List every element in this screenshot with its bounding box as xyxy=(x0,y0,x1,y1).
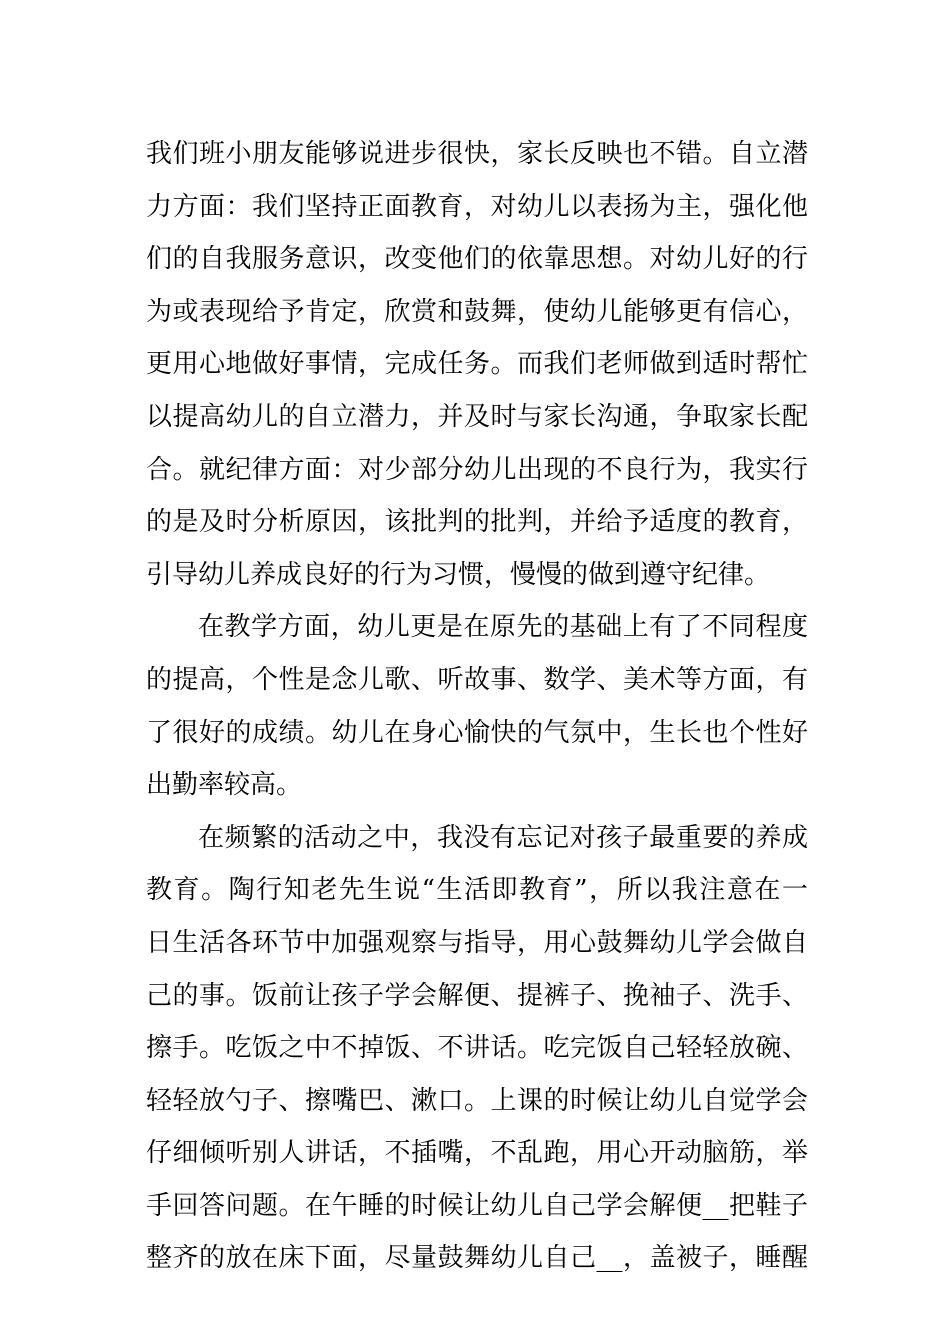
text-line: 整齐的放在床下面，尽量鼓舞幼儿自己__，盖被子，睡醒 xyxy=(146,1243,808,1274)
text-line: 己的事。饭前让孩子学会解便、提裤子、挽袖子、洗手、 xyxy=(146,980,808,1011)
text-line: 手回答问题。在午睡的时候让幼儿自己学会解便__把鞋子 xyxy=(146,1190,808,1221)
text-line: 的是及时分析原因，该批判的批判，并给予适度的教育， xyxy=(146,507,808,538)
text-line: 教育。陶行知老先生说“生活即教育”，所以我注意在一 xyxy=(146,875,808,906)
text-line: 我们班小朋友能够说进步很快，家长反映也不错。自立潜 xyxy=(146,139,808,169)
text-line: 以提高幼儿的自立潜力，并及时与家长沟通，争取家长配 xyxy=(146,401,808,432)
text-line: 合。就纪律方面：对少部分幼儿出现的不良行为，我实行 xyxy=(146,454,808,485)
paragraph-first-line: 在频繁的活动之中，我没有忘记对孩子最重要的养成 xyxy=(198,822,808,853)
text-line: 出勤率较高。 xyxy=(146,770,303,801)
text-line: 擦手。吃饭之中不掉饭、不讲话。吃完饭自己轻轻放碗、 xyxy=(146,1033,808,1064)
text-line: 引导幼儿养成良好的行为习惯，慢慢的做到遵守纪律。 xyxy=(146,559,771,590)
text-line: 们的自我服务意识，改变他们的依靠思想。对幼儿好的行 xyxy=(146,244,808,275)
paragraph-first-line: 在教学方面，幼儿更是在原先的基础上有了不同程度 xyxy=(198,612,808,643)
text-line: 更用心地做好事情，完成任务。而我们老师做到适时帮忙 xyxy=(146,349,808,380)
text-line: 仔细倾听别人讲话，不插嘴，不乱跑，用心开动脑筋，举 xyxy=(146,1138,808,1169)
text-line: 了很好的成绩。幼儿在身心愉快的气氛中，生长也个性好 xyxy=(146,717,808,748)
text-line: 的提高，个性是念儿歌、听故事、数学、美术等方面，有 xyxy=(146,664,808,695)
text-line: 日生活各环节中加强观察与指导，用心鼓舞幼儿学会做自 xyxy=(146,927,808,958)
text-line: 为或表现给予肯定，欣赏和鼓舞，使幼儿能够更有信心， xyxy=(146,296,808,327)
text-line: 力方面：我们坚持正面教育，对幼儿以表扬为主，强化他 xyxy=(146,191,808,222)
text-line: 轻轻放勺子、擦嘴巴、漱口。上课的时候让幼儿自觉学会 xyxy=(146,1085,808,1116)
document-body xyxy=(146,128,808,1285)
